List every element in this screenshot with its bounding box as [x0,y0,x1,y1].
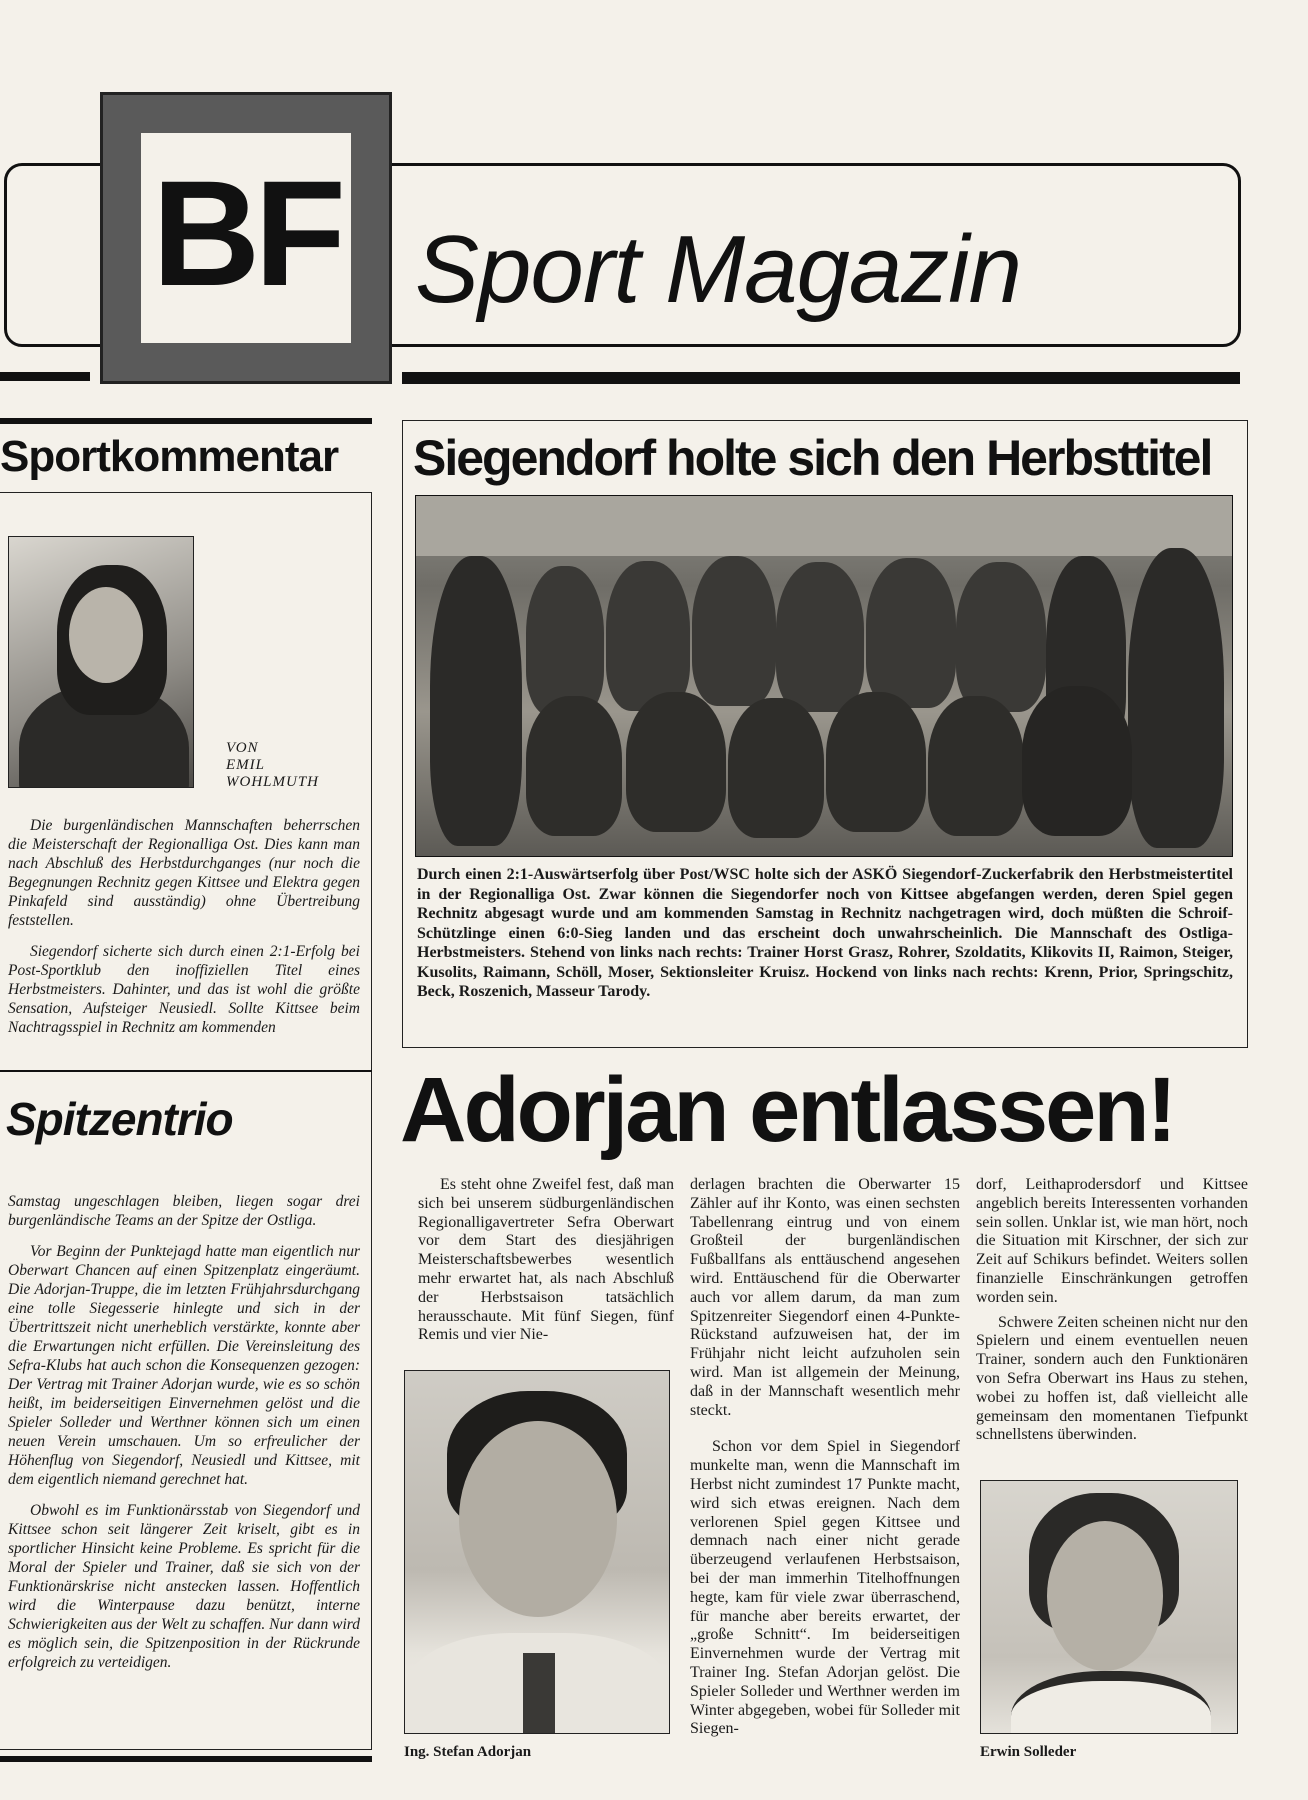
magazine-title: Sport Magazin [415,216,1021,323]
adorjan-paragraph: Es steht ohne Zweifel fest, daß man sich bei unserem südburgenländischen Regionalligavertreter Sefra Oberwart vor dem Start des diesjährigen Meisterschaftsbewerbes wesentlich mehr erwartet hat, als nach Abschluß der Herbstsaison tatsächlich herausschaute. Mit fünf Siegen, fünf Remis und vier Nie- [418,1176,674,1344]
rule-right [402,372,1240,384]
adorjan-paragraph: Schwere Zeiten scheinen nicht nur den Spielern und einem eventuellen neuen Trainer, sondern auch den Funktionären von Sefra Oberwart ins Haus zu stehen, wobei zu hoffen ist, daß vielleicht alle gemeinsam den momentanen Tiefpunkt schnellstens überwinden. [976,1313,1248,1444]
adorjan-col1 [418,1176,674,1345]
adorjan-paragraph: dorf, Leithaprodersdorf und Kittsee angeblich bereits Interessenten vorhanden sein sollen. Unklar ist, wie man hört, noch die Situation mit Kirschner, der sich zur Zeit auf Schikurs befindet. Weiters sollen finanzielle Einschränkungen getroffen worden sein. [976,1176,1248,1306]
kommentar-paragraph: Siegendorf sicherte sich durch einen 2:1-Erfolg bei Post-Sportklub den inoffiziellen Titel eines Herbstmeisters. Dahinter, und das ist wohl die größte Sensation, Aufsteiger Neusiedl. Sollte Kittsee beim Nachtragsspiel in Rechnitz am kommenden [8,943,360,1036]
story-siegendorf [402,420,1248,1048]
spitzentrio-body [8,1192,360,1684]
sportkommentar-body [8,816,360,1049]
rule-bottom-left [0,1756,372,1762]
rule-left [0,372,90,381]
team-photo [415,495,1233,857]
adorjan-paragraph: Schon vor dem Spiel in Siegendorf munkelte man, wenn die Mannschaft im Herbst nicht zumindest 17 Punkte macht, wird sich etwas ereignen. Nach dem verlorenen Spiel gegen Kittsee und demnach nach einer nicht gerade überzeugend verlaufenen Herbstsaison, bei der man immerhin Titelhoffnungen hegte, kam für viele zwar überraschend, für manche aber bereits erwartet, der „große Schnitt“. Im beiderseitigen Einvernehmen wurde der Vertrag mit Trainer Ing. Stefan Adorjan gelöst. Die Spieler Solleder und Werthner werden im Winter abgegeben, wobei für Solleder mit Siegen- [690,1438,960,1738]
sportkommentar-heading: Sportkommentar [0,432,339,481]
story-siegendorf-headline: Siegendorf holte sich den Herbsttitel [413,430,1212,486]
masthead-logo [100,92,392,384]
rule-spitzentrio [0,1070,372,1072]
story-adorjan-headline: Adorjan entlassen! [400,1059,1175,1161]
logo-text: BF [152,149,340,317]
byline-first-name: EMIL [226,757,265,773]
adorjan-paragraph: derlagen brachten die Oberwarter 15 Zähler auf ihr Konto, was einen sechsten Tabellenrang eintrug und von einem Großteil der burgenländischen Fußballfans als enttäuschend angesehen wird. Enttäuschend für die Oberwarter auch vor allem darum, da man zum Spitzenreiter Siegendorf einen 4-Punkte-Rückstand aufzuweisen hat, der im Frühjahr nicht leicht aufzuholen sein wird. Man ist allgemein der Meinung, daß in der Mannschaft wesentlich mehr steckt. [690,1176,960,1419]
adorjan-photo-caption: Ing. Stefan Adorjan [404,1744,532,1760]
byline-last-name: WOHLMUTH [226,774,320,790]
spitzentrio-paragraph: Obwohl es im Funktionärsstab von Siegendorf und Kittsee schon seit längerer Zeit kriselt, gibt es in sportlicher Hinsicht keine Probleme. Es spricht für die Moral der Spieler und Trainer, daß sie sich von der Funktionärskrise nicht anstecken lassen. Hoffentlich wird die Winterpause dazu benützt, interne Schwierigkeiten aus der Welt zu schaffen. Nur dann wird es möglich sein, die Spitzenposition in der Rückrunde erfolgreich zu verteidigen. [8,1502,360,1671]
author-photo [8,536,194,788]
spitzentrio-paragraph: Samstag ungeschlagen bleiben, liegen sogar drei burgenländische Teams an der Spitze der Ostliga. [8,1193,360,1229]
team-photo-caption: Durch einen 2:1-Auswärtserfolg über Post/WSC holte sich der ASKÖ Siegendorf-Zuckerfabrik den Herbstmeistertitel in der Regionalliga Ost. Zwar können die Siegendorfer noch von Kittsee abgefangen werden, deren Spiel gegen Rechnitz abgesagt wurde und am kommenden Samstag in Rechnitz nachgetragen wird, doch müßten die Schroif-Schützlinge einen 6:0-Sieg landen und das erscheint doch unwahrscheinlich. Die Mannschaft des Ostliga-Herbstmeisters. Stehend von links nach rechts: Trainer Horst Grasz, Rohrer, Szoldatits, Klikovits II, Raimon, Steiger, Kusolits, Raimann, Schöll, Moser, Sektionsleiter Kruisz. Hockend von links nach rechts: Krenn, Prior, Springschitz, Beck, Roszenich, Masseur Tarody. [417,866,1233,1000]
spitzentrio-heading: Spitzentrio [6,1093,233,1145]
adorjan-col2 [690,1176,960,1739]
adorjan-photo [404,1370,670,1734]
adorjan-col3 [976,1176,1248,1445]
kommentar-paragraph: Die burgenländischen Mannschaften beherrschen die Meisterschaft der Regionalliga Ost. Dies kann man nach Abschluß des Herbstdurchganges (nur noch die Begegnungen Rechnitz gegen Kittsee und Elektra gegen Pinkafeld sind ausständig) ohne Übertreibung feststellen. [8,817,360,929]
spitzentrio-paragraph: Vor Beginn der Punktejagd hatte man eigentlich nur Oberwart Chancen auf einen Spitzenplatz eingeräumt. Die Adorjan-Truppe, die im letzten Frühjahrsdurchgang eine tolle Siegesserie hinlegte und sich in der Übertrittszeit nicht unerheblich verstärkte, konnte aber die Erwartungen nicht erfüllen. Die Vereinsleitung des Sefra-Klubs hat auch schon die Konsequenzen gezogen: Der Vertrag mit Trainer Adorjan wurde, wie es so schön heißt, im beiderseitigen Einvernehmen gelöst und die Spieler Solleder und Werthner können sich um einen neuen Verein umschauen. Um so erfreulicher der Höhenflug von Siegendorf, Neusiedl und Kittsee, mit dem eigentlich niemand gerechnet hat. [8,1243,360,1488]
solleder-photo-caption: Erwin Solleder [980,1744,1077,1760]
rule-kommentar [0,418,372,424]
solleder-photo [980,1480,1238,1734]
author-byline [226,740,319,791]
logo-inner [141,133,351,343]
byline-von: VON [226,740,259,756]
